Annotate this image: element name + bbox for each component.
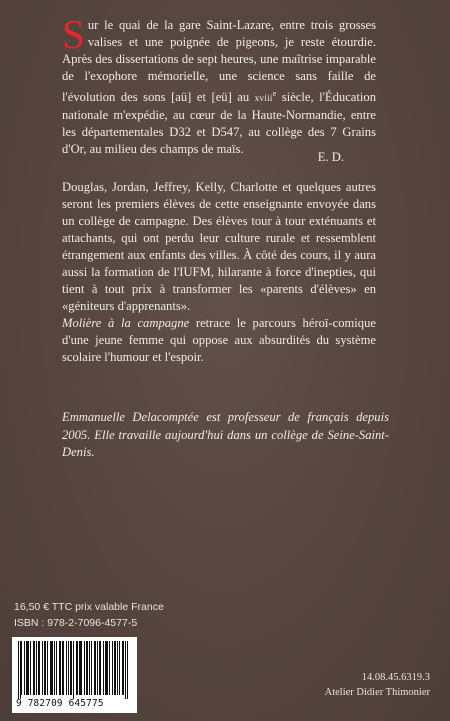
barcode-bar: [28, 641, 29, 695]
barcode-bar: [47, 641, 48, 695]
barcode-bar: [80, 641, 81, 695]
opening-quote: [62, 11, 376, 158]
barcode-bar: [99, 641, 100, 695]
barcode-bar: [97, 641, 98, 695]
barcode-bar: [115, 641, 116, 695]
barcode-bar: [91, 641, 92, 695]
barcode-bar: [63, 641, 64, 695]
barcode-bar: [60, 641, 61, 695]
barcode-bar: [36, 641, 37, 695]
century-suffix: e: [272, 89, 277, 98]
barcode-bar: [42, 641, 43, 695]
book-summary: [62, 179, 376, 366]
barcode-bar: [54, 641, 55, 695]
barcode-bar: [81, 641, 82, 695]
barcode-bar: [84, 641, 85, 695]
barcode-bar: [112, 641, 113, 695]
century-numeral: xviii: [254, 93, 273, 104]
barcode-bar: [125, 641, 126, 699]
barcode-bar: [122, 641, 123, 695]
barcode-bar: [95, 641, 96, 695]
barcode-bar: [79, 641, 80, 695]
quote-initials: E. D.: [317, 150, 344, 164]
barcode-bar: [100, 641, 101, 695]
barcode-bar: [77, 641, 78, 695]
barcode-bar: [52, 641, 53, 695]
publisher-name: Atelier Didier Thimonier: [324, 687, 430, 698]
isbn-label: ISBN : 978-2-7096-4577-5: [14, 617, 138, 629]
barcode-bar: [119, 641, 120, 695]
barcode-bar: [86, 641, 87, 695]
barcode-bar: [39, 641, 40, 695]
barcode-bar: [44, 641, 45, 695]
price-label: 16,50 € TTC prix valable France: [14, 601, 164, 613]
barcode-bar: [71, 641, 72, 695]
author-bio: Emmanuelle Delacomptée est professeur de français depuis 2005. Elle travaille aujourd'hui dans un collège de Seine-Saint-Denis.: [62, 410, 389, 459]
barcode-bar: [50, 641, 51, 695]
book-title: Molière à la campagne: [62, 316, 190, 330]
barcode-bar: [18, 641, 19, 699]
barcode-bar: [56, 641, 57, 695]
barcode-bar: [24, 641, 25, 695]
quote-text-end: siècle, l'Éducation nationale m'expédie, au cœur de la Haute-Normandie, entre les départementales D32 et D547, au collège des 7 Grains d'Or, au milieu des champs de maïs.: [62, 90, 376, 157]
barcode-bar: [38, 641, 39, 695]
barcode-bar: [114, 641, 115, 695]
barcode-bar: [76, 641, 77, 695]
barcode-bars: [18, 641, 131, 699]
barcode-bar: [73, 641, 74, 699]
quote-paragraph: [62, 11, 376, 158]
barcode: [12, 637, 137, 713]
barcode-bar: [117, 641, 118, 695]
barcode-bar: [109, 641, 110, 695]
barcode-bar: [105, 641, 106, 695]
barcode-bar: [107, 641, 108, 695]
barcode-bar: [62, 641, 63, 695]
barcode-bar: [87, 641, 88, 695]
barcode-bar: [45, 641, 46, 695]
barcode-bar: [27, 641, 28, 695]
barcode-bar: [123, 641, 124, 695]
summary-paragraph-2-text: retrace le parcours héroï-comique d'une jeune femme qui oppose aux absurdités du système scolaire l'humour et l'espoir.: [62, 316, 376, 364]
print-code: 14.08.45.6319.3: [361, 672, 430, 683]
barcode-bar: [21, 641, 22, 695]
barcode-bar: [94, 641, 95, 695]
barcode-bar: [30, 641, 31, 695]
barcode-bar: [68, 641, 69, 695]
barcode-bar: [127, 641, 128, 699]
summary-paragraph-1: Douglas, Jordan, Jeffrey, Kelly, Charlotte et quelques autres seront les premiers élèves de cette enseignante envoyée dans un collège de campagne. Des élèves tour à tour exténuants et attachants, qui ont perdu leur culture rurale et ressemblent étrangement aux enfants des villes. À côté des cours, il y aura aussi la formation de l'IUFM, hilarante à force d'inepties, qui tient à tout prix à transformer les «parents d'élèves» en «géniteurs d'apprenants».: [62, 180, 376, 313]
barcode-bar: [33, 641, 34, 695]
barcode-bar: [103, 641, 104, 695]
quote-text-start: ur le quai de la gare Saint-Lazare, entre trois grosses valises et une poignée de pigeons, je reste étourdie. Après des dissertations de sept heures, une maîtrise imparable de l'exophore mémorielle, une science sans faille de l'évolution des sons [aü] et [eü] au: [62, 18, 376, 105]
barcode-bar: [20, 641, 21, 699]
barcode-bar: [59, 641, 60, 695]
barcode-bar: [70, 641, 71, 695]
barcode-bar: [26, 641, 27, 695]
barcode-bar: [106, 641, 107, 695]
barcode-digits: 9 782709 645775: [16, 698, 104, 709]
summary-paragraph-2: [62, 315, 376, 366]
barcode-bar: [34, 641, 35, 695]
drop-cap: S: [62, 11, 85, 57]
barcode-bar: [66, 641, 67, 695]
barcode-bar: [89, 641, 90, 695]
barcode-bar: [51, 641, 52, 695]
